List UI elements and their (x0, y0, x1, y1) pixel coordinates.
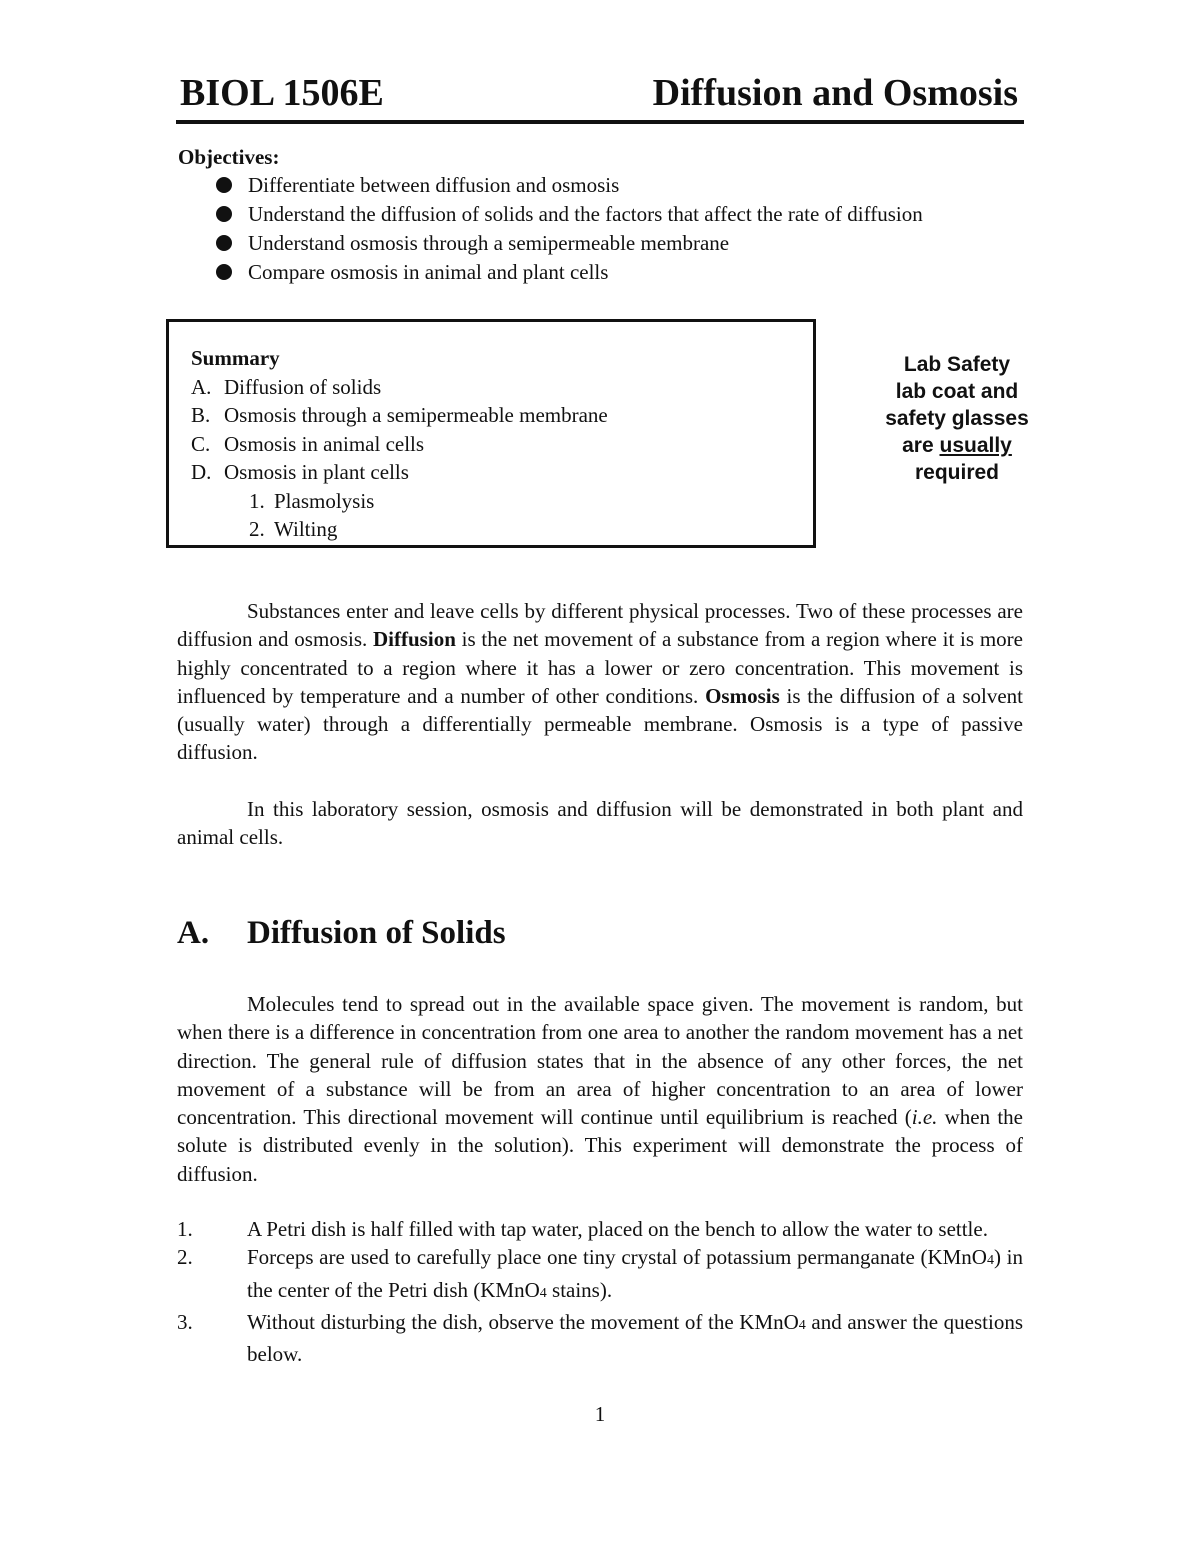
step-text: and answer the questions below. (247, 1309, 1023, 1367)
paragraph-text: Molecules tend to spread out in the available space given. The movement is random, but when there is a difference in concentration from one area to another the random movement has a net direction. The general rule of diffusion states that in the absence of any other forces, the net movement of a substance will be from an area of higher concentration to an area of lower concentration. This directional movement will continue until equilibrium is reached ( (177, 992, 1023, 1130)
paragraph-text: when the solute is distributed evenly in the solution). This experiment will demonstrate the process of diffusion. (177, 1105, 1023, 1186)
term-diffusion: Diffusion (373, 627, 456, 652)
objective-text: Understand the diffusion of solids and the factors that affect the rate of diffusion (248, 202, 923, 226)
lab-safety-emphasis: usually (939, 434, 1012, 457)
intro-paragraph-1 (177, 597, 1023, 767)
summary-item (191, 373, 608, 402)
summary-text: Osmosis through a semipermeable membrane (224, 403, 608, 427)
lab-safety-line: lab coat and (895, 380, 1019, 403)
bullet-icon (216, 235, 232, 251)
bullet-icon (216, 264, 232, 280)
summary-letter: B. (191, 403, 211, 427)
section-a-heading (177, 910, 506, 956)
subscript: 4 (798, 1317, 806, 1333)
step-text: stains). (546, 1277, 613, 1302)
objective-item (178, 258, 1024, 287)
course-code: BIOL 1506E (180, 72, 384, 114)
step-text: Forceps are used to carefully place one tiny crystal of potassium permanganate (KMnO (247, 1245, 987, 1270)
lab-safety-line: safety glasses (885, 407, 1029, 430)
page-number: 1 (594, 1402, 606, 1426)
objective-item (178, 171, 1024, 200)
objective-item (178, 200, 1024, 229)
summary-item (191, 458, 608, 487)
objective-item (178, 229, 1024, 258)
procedure-step (177, 1243, 1023, 1308)
lab-safety-line: required (914, 461, 1000, 484)
summary-subitem (191, 487, 608, 516)
document-title: Diffusion and Osmosis (652, 72, 1018, 114)
section-letter: A. (177, 915, 210, 951)
step-text: Without disturbing the dish, observe the movement of the KMnO (247, 1309, 799, 1334)
lab-safety-line (858, 432, 1056, 459)
summary-heading: Summary (191, 346, 280, 370)
summary-sub-text: Plasmolysis (274, 488, 375, 513)
objectives-section (178, 143, 1024, 287)
step-text: ) in the center of the Petri dish (KMnO (247, 1245, 1023, 1302)
summary-sub-text: Wilting (274, 517, 338, 541)
section-title-text: Diffusion of Solids (247, 915, 506, 951)
subscript: 4 (986, 1253, 994, 1269)
intro-paragraph-2: In this laboratory session, osmosis and diffusion will be demonstrated in both plant and animal cells. (177, 797, 1023, 850)
step-number: 3. (177, 1309, 193, 1334)
objective-text: Compare osmosis in animal and plant cells (248, 260, 609, 284)
summary-text: Diffusion of solids (224, 374, 382, 399)
paragraph-text: Substances enter and leave cells by different physical processes. Two of these processes are diffusion and osmosis. (177, 599, 1023, 652)
procedure-steps (177, 1215, 1023, 1368)
procedure-step (177, 1215, 1023, 1243)
objectives-list (178, 171, 1024, 287)
section-a-paragraph (177, 990, 1023, 1188)
ie-abbreviation: i.e. (911, 1105, 938, 1130)
summary-text: Osmosis in animal cells (224, 431, 425, 456)
step-number: 1. (177, 1217, 193, 1241)
summary-box (166, 319, 816, 548)
summary-sub-number: 1. (249, 488, 265, 513)
procedure-step (177, 1308, 1023, 1369)
summary-item (191, 401, 608, 430)
lab-safety-note (858, 351, 1056, 486)
objectives-heading: Objectives: (178, 145, 280, 169)
lab-safety-title: Lab Safety (903, 353, 1011, 376)
objective-text: Understand osmosis through a semipermeable membrane (248, 231, 730, 255)
lab-safety-text: are (902, 434, 940, 457)
bullet-icon (216, 177, 232, 193)
summary-letter: A. (191, 374, 212, 399)
objective-text: Differentiate between diffusion and osmosis (248, 173, 620, 197)
summary-letter: C. (191, 431, 211, 456)
paragraph-text: is the net movement of a substance from a region where it is more highly concentrated to a region where it has a lower or zero concentration. This movement is influenced by temperature and a number of other conditions. (177, 627, 1023, 708)
page-header (176, 70, 1024, 124)
summary-letter: D. (191, 460, 212, 484)
summary-text: Osmosis in plant cells (224, 460, 409, 484)
step-text: A Petri dish is half filled with tap water, placed on the bench to allow the water to settle. (247, 1217, 988, 1241)
summary-content (191, 344, 608, 544)
paragraph-text: is the diffusion of a solvent (usually water) through a differentially permeable membrane. Osmosis is a type of passive diffusion. (177, 683, 1023, 765)
bullet-icon (216, 206, 232, 222)
summary-item (191, 430, 608, 459)
summary-subitem (191, 515, 608, 544)
term-osmosis: Osmosis (705, 683, 780, 708)
summary-sub-number: 2. (249, 517, 265, 541)
step-number: 2. (177, 1245, 193, 1270)
subscript: 4 (539, 1285, 547, 1301)
